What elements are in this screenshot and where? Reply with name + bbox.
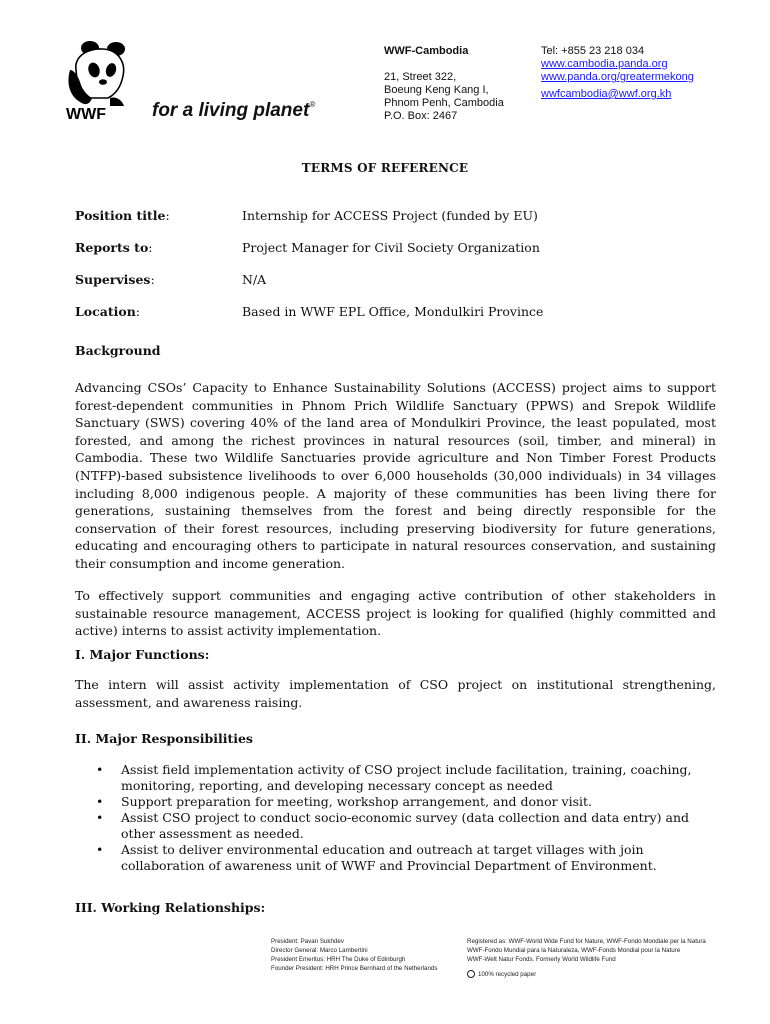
document-title: TERMS OF REFERENCE bbox=[301, 161, 469, 175]
field-label-text: Position title bbox=[75, 208, 166, 223]
working-relationships-heading: III. Working Relationships: bbox=[75, 900, 266, 915]
address-line: P.O. Box: 2467 bbox=[384, 110, 458, 122]
list-item: • Support preparation for meeting, workshop arrangement, and donor visit. bbox=[96, 794, 716, 810]
footer-line: Founder President: HRH Prince Bernhard of the Netherlands bbox=[271, 965, 438, 972]
responsibilities-heading: II. Major Responsibilities bbox=[75, 731, 253, 746]
field-label-text: Reports to bbox=[75, 240, 149, 255]
field-separator: : bbox=[148, 240, 153, 255]
major-functions-heading: I. Major Functions: bbox=[75, 647, 210, 662]
field-value: Based in WWF EPL Office, Mondulkiri Province bbox=[242, 304, 544, 319]
tagline-text: for a living planet bbox=[152, 100, 310, 121]
recycled-text: 100% recycled paper bbox=[478, 971, 537, 978]
footer-line: President: Pavan Sukhdev bbox=[271, 938, 344, 945]
wwf-panda-logo bbox=[66, 40, 128, 122]
major-functions-text: The intern will assist activity implementation of CSO project on institutional strengthening, assessment, and awareness raising. bbox=[75, 677, 716, 710]
background-paragraph-1: Advancing CSOs’ Capacity to Enhance Sustainability Solutions (ACCESS) project aims to support forest-dependent communities in Phnom Prich Wildlife Sanctuary (PPWS) and Srepok Wildlife Sanctuary (SWS) covering 40% of the land area of Mondulkiri Province, the least populated, most forested, and among the richest provinces in natural resources (soil, timber, and mineral) in Cambodia. These two Wildlife Sanctuaries provide agriculture and Non Timber Forest Products (NTFP)-based subsistence livelihoods to over 6,000 households (30,000 individuals) in 34 villages including 8,000 indigenous people. A majority of these communities has been living there for generations, sustaining themselves from the forest and being directly responsible for the conservation of their forest resources, including preserving biodiversity for future generations, educating and encouraging others to participate in natural resources conservation, and sustaining their consumption and income generation. bbox=[75, 380, 716, 571]
background-heading: Background bbox=[75, 343, 161, 358]
recycled-note bbox=[467, 970, 706, 979]
field-label bbox=[75, 240, 153, 255]
field-value: Project Manager for Civil Society Organization bbox=[242, 240, 540, 255]
recycle-icon bbox=[467, 970, 475, 978]
field-value: Internship for ACCESS Project (funded by EU) bbox=[242, 208, 538, 223]
footer-line: Director General: Marco Lambertini bbox=[271, 947, 368, 954]
footer-line: WWF-Welt Natur Fonds. Formerly World Wildlife Fund bbox=[467, 956, 616, 963]
website-link[interactable]: www.cambodia.panda.org bbox=[541, 58, 668, 70]
field-separator: : bbox=[150, 272, 155, 287]
footer-line: President Emeritus: HRH The Duke of Edinburgh bbox=[271, 956, 406, 963]
footer-line: Registered as: WWF-World Wide Fund for Nature, WWF-Fondo Mondiale per la Natura bbox=[467, 938, 706, 945]
field-separator: : bbox=[165, 208, 170, 223]
field-label bbox=[75, 208, 170, 223]
tagline bbox=[152, 100, 315, 122]
responsibilities-list bbox=[96, 762, 716, 874]
field-label bbox=[75, 272, 155, 287]
email-link[interactable]: wwfcambodia@wwf.org.kh bbox=[541, 88, 672, 100]
field-value: N/A bbox=[242, 272, 267, 287]
tagline-registered-mark: ® bbox=[309, 100, 316, 109]
footer-officers bbox=[271, 937, 437, 973]
org-name: WWF-Cambodia bbox=[384, 45, 469, 57]
field-separator: : bbox=[135, 304, 141, 319]
contact-block bbox=[541, 45, 694, 101]
field-label-text: Supervises bbox=[75, 272, 151, 287]
background-paragraph-2: To effectively support communities and engaging active contribution of other stakeholders in sustainable resource management, ACCESS project is looking for qualified (highly committed and active) interns to assist activity implementation. bbox=[75, 588, 716, 639]
address-line: Phnom Penh, Cambodia bbox=[384, 97, 504, 109]
list-item: • Assist CSO project to conduct socio-economic survey (data collection and data entry) and other assessment as needed. bbox=[96, 810, 716, 842]
field-label bbox=[75, 304, 140, 319]
address-line: 21, Street 322, bbox=[384, 71, 457, 83]
field-label-text: Location bbox=[75, 304, 136, 319]
greatermekong-link[interactable]: www.panda.org/greatermekong bbox=[541, 71, 694, 83]
list-item: • Assist to deliver environmental education and outreach at target villages with join collaboration of awareness unit of WWF and Provincial Department of Environment. bbox=[96, 842, 716, 874]
footer-registration bbox=[467, 937, 706, 979]
list-item: • Assist field implementation activity of CSO project include facilitation, training, coaching, monitoring, reporting, and developing necessary concept as needed bbox=[96, 762, 716, 794]
wwf-logo-text: WWF bbox=[66, 106, 106, 122]
office-address-block bbox=[384, 45, 504, 123]
address-line: Boeung Keng Kang I, bbox=[384, 84, 489, 96]
telephone: Tel: +855 23 218 034 bbox=[541, 45, 645, 57]
footer-line: WWF-Fondo Mundial para la Naturaleza, WWF-Fonds Mondial pour la Nature bbox=[467, 947, 681, 954]
